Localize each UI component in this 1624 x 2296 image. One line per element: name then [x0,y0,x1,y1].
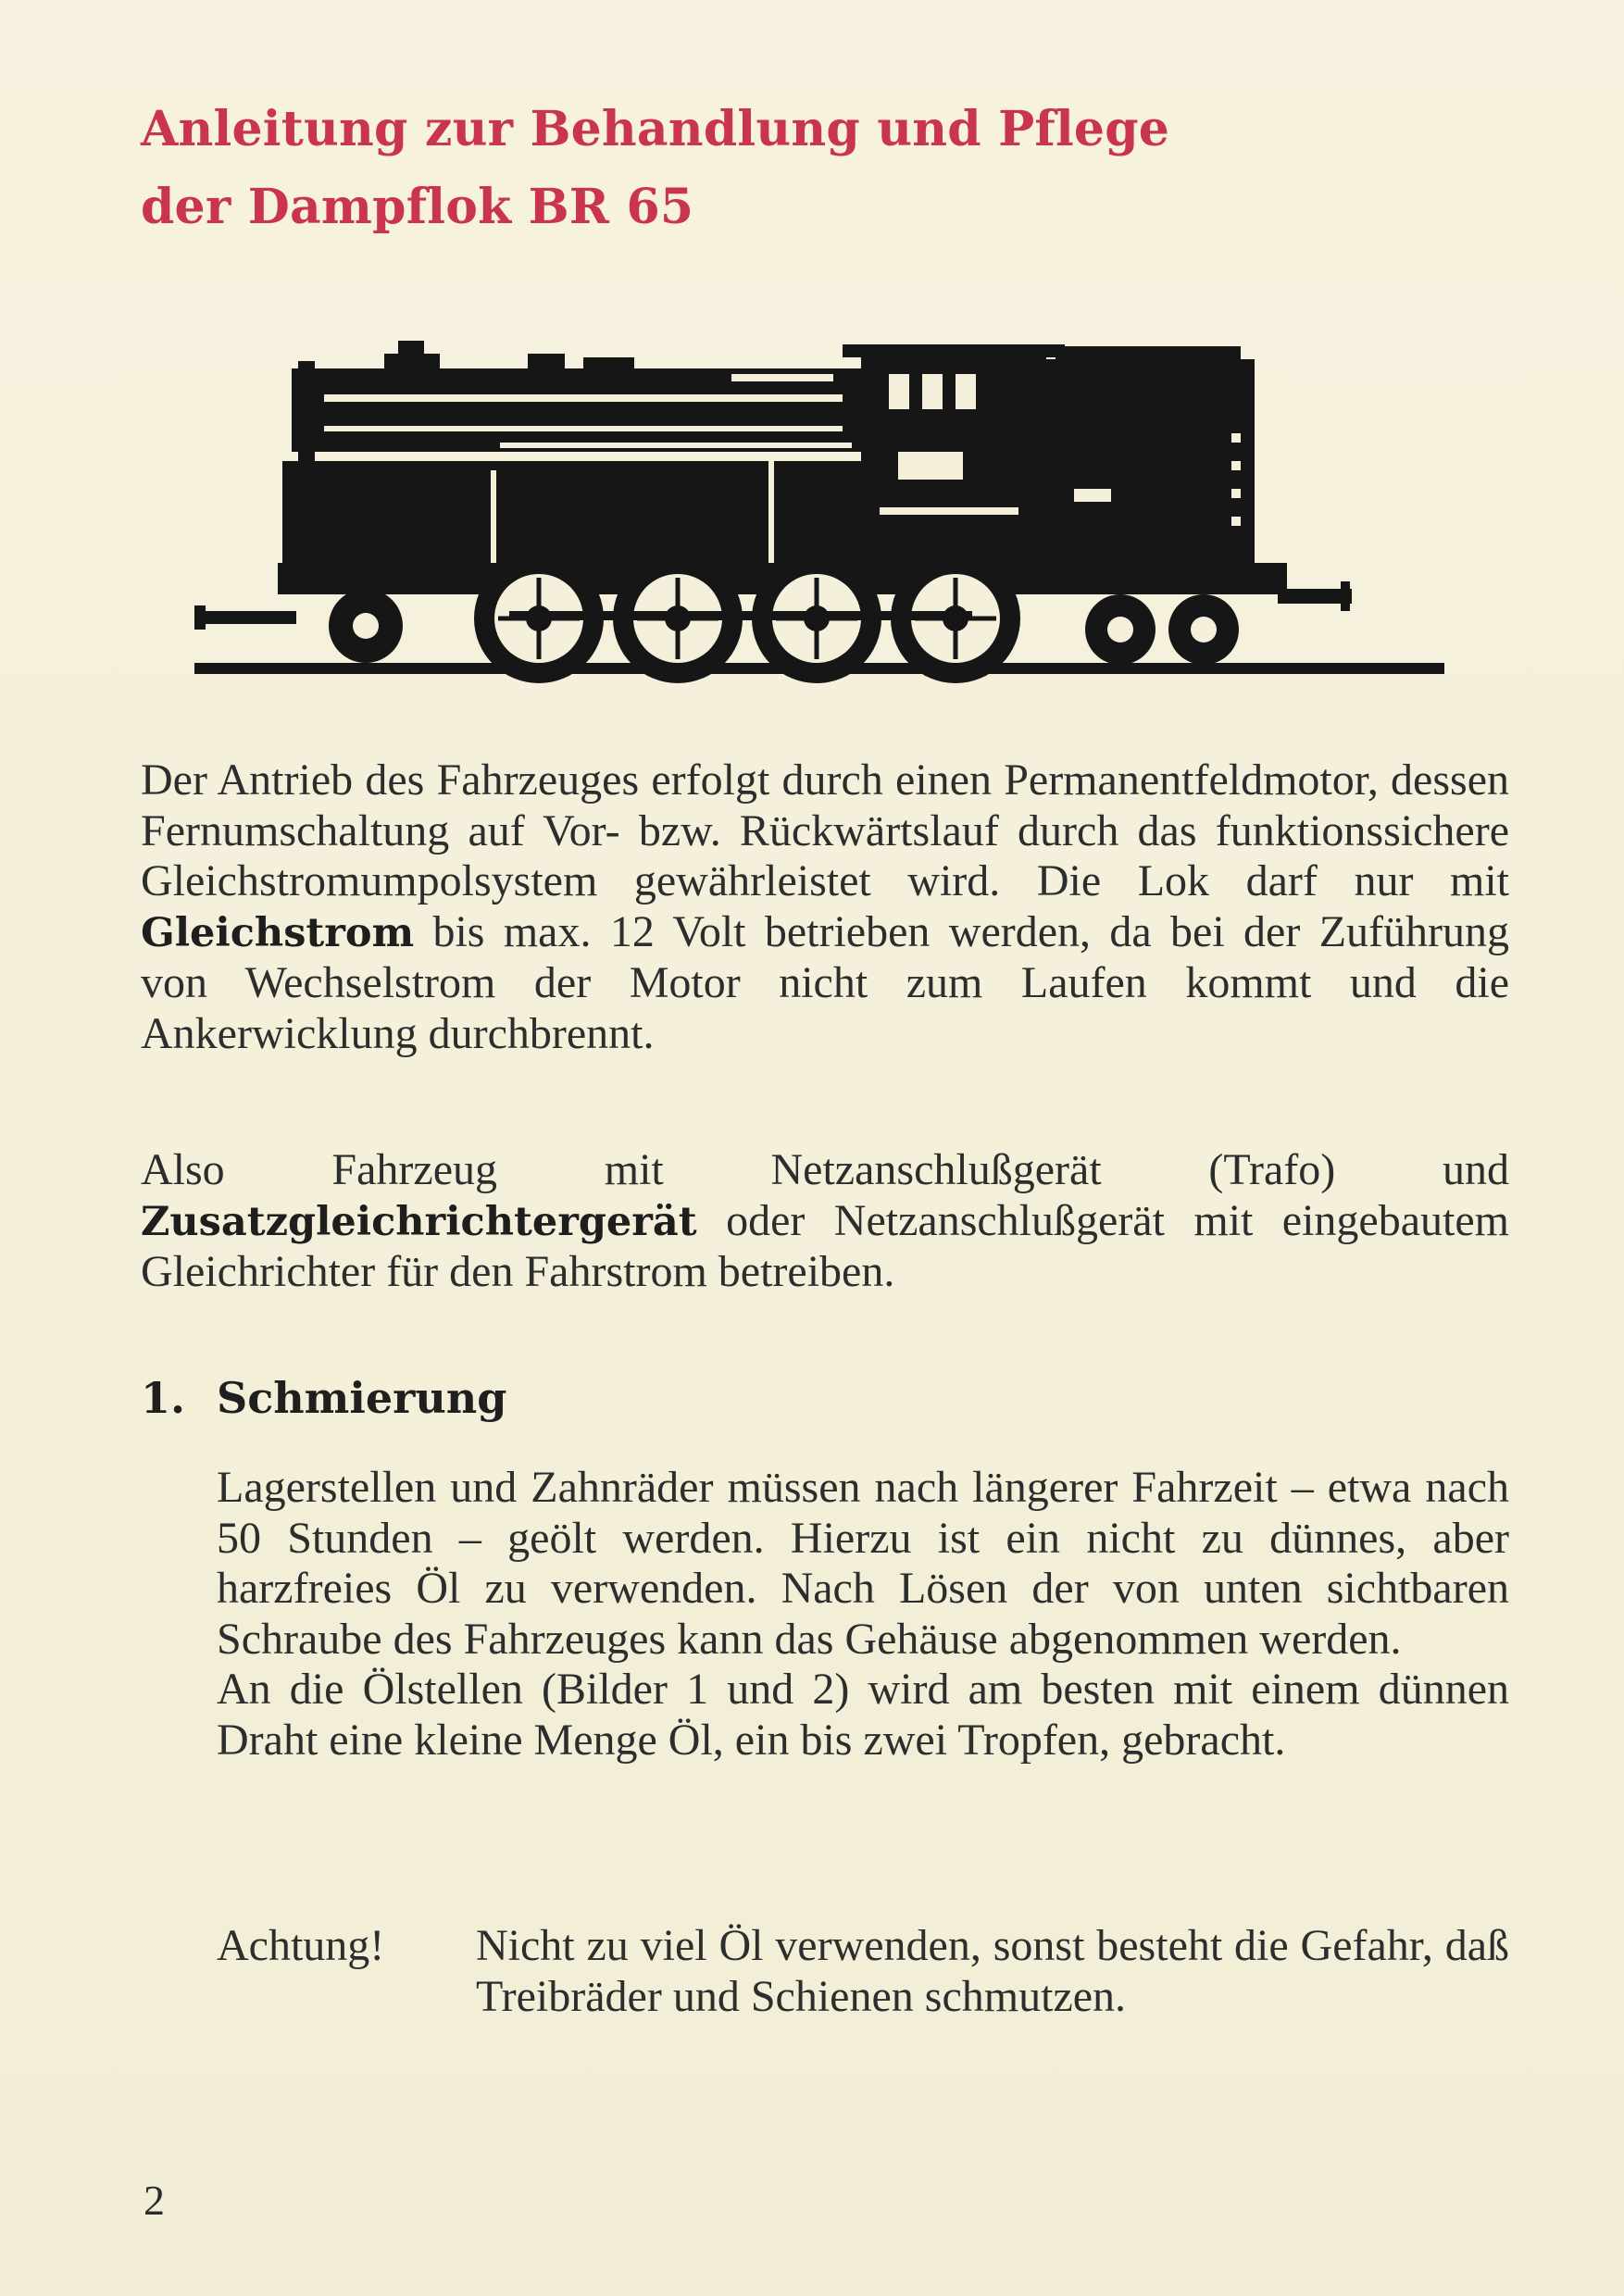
intro-paragraph-2 [141,1145,1509,1298]
section-heading [141,1370,506,1426]
page-number: 2 [144,2177,165,2224]
warning-label: Achtung! [217,1921,385,1970]
section-paragraph-text-1: Lagerstellen und Zahnräder müssen nach längerer Fahrzeit – etwa nach 50 Stunden – geölt werden. Hierzu ist ein nicht zu dünnes, aber harzfreies Öl zu verwenden. Nach Lösen der von unten sichtbaren Schraube des Fahrzeuges kann das Gehäuse abgenommen werden. [217,1463,1509,1664]
section-title: Schmierung [217,1373,507,1423]
intro-p2-end: oder Netzanschlußgerät mit eingebautem Gleichrichter für den Fahrstrom betreiben. [141,1195,1509,1296]
intro-p1-end: bis max. 12 Volt betrieben werden, da bei der Zuführung von Wechselstrom der Motor nicht zum Laufen kommt und die Ankerwicklung durchbrennt. [141,906,1509,1058]
steam-locomotive-icon [194,341,1444,683]
intro-p1-bold: Gleichstrom [141,909,415,956]
intro-p2-bold: Zusatzgleichrichtergerät [141,1198,697,1245]
section-number: 1. [141,1373,186,1423]
intro-paragraph-1 [141,755,1509,1059]
title-line-1: Anleitung zur Behandlung und Pflege [141,101,1170,157]
warning-text: Nicht zu viel Öl verwenden, sonst besteht die Gefahr, daß Treibräder und Schienen schmutzen. [476,1921,1509,2021]
section-paragraph-text-2: An die Ölstellen (Bilder 1 und 2) wird am besten mit einem dünnen Draht eine kleine Menge Öl, ein bis zwei Tropfen, gebracht. [217,1665,1509,1765]
page-title [141,91,1437,246]
section-paragraph [217,1463,1509,1766]
intro-p1-start: Der Antrieb des Fahrzeuges erfolgt durch einen Permanentfeldmotor, dessen Fernumschaltung auf Vor- bzw. Rückwärtslauf durch das funktionssichere Gleichstromumpolsystem gewährleistet wird. Die Lok darf nur mit [141,755,1509,905]
intro-p2-start: Also Fahrzeug mit Netzanschlußgerät (Trafo) und [141,1145,1509,1194]
title-line-2: der Dampflok BR 65 [141,179,694,235]
